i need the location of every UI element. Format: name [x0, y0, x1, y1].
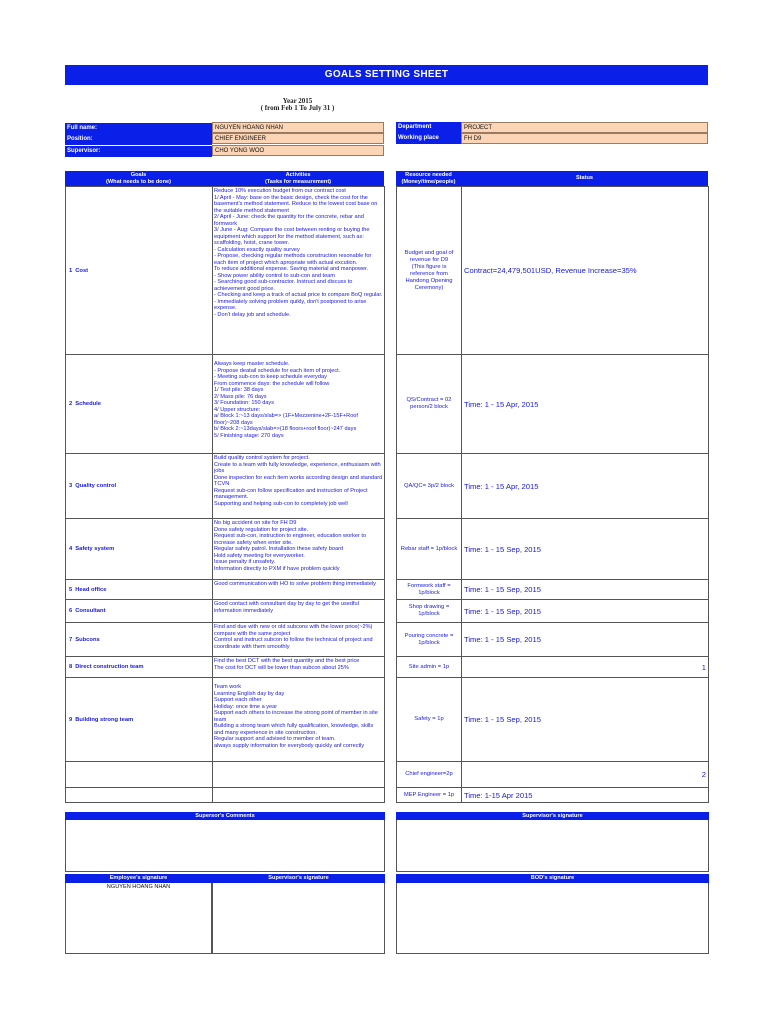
goals-header-title: Goals [130, 171, 147, 178]
supervisor-label: Supervisor: [65, 146, 212, 157]
resource-cell: MEP Engineer = 1p [397, 788, 462, 803]
table-row [66, 454, 213, 519]
employee-signature-header: Employee's signature [65, 874, 212, 883]
goal-activities: Find the best DCT with the best quantity and the best price The cost for DCT will be lower than subcon about 25% [213, 657, 385, 678]
table-row [66, 678, 213, 762]
goal-activities: Always keep master schedule. - Propose deatail schedule for each item of project. - Meeting sub-con to keep schedule everyday From commence days: the schedule will follow 1/ Test pile: 38 days 2/ Mass pile: 76 days 3/ Foundation: 150 days 4/ Upper structure: a/ Block 1:~13 days/slab=> (1F+Mezzenine+2F-15F+Roof floor)~208 days b/ Block 2:~13days/slab=>(18 floors+roof floor)~247 days 5/ Finishing stage: 270 days [213, 355, 385, 454]
goal-activities [213, 788, 385, 803]
status-cell: Time: 1-15 Apr 2015 [462, 788, 709, 803]
department-label: Department [396, 122, 461, 133]
supervisor-signature-header-right: Supervisor's signature [396, 812, 709, 820]
period-line: ( from Feb 1 To July 31 ) [260, 104, 335, 112]
status-cell: Time: 1 - 15 Sep, 2015 [462, 623, 709, 657]
working-place-label: Working place [396, 133, 461, 144]
status-cell: 1 [462, 657, 709, 678]
activities-header [212, 171, 384, 186]
goal-name: Head office [75, 586, 107, 593]
resource-header-title: Resource needed [405, 171, 452, 178]
goal-name: Cost [75, 267, 89, 274]
status-cell: Time: 1 - 15 Apr, 2015 [462, 355, 709, 454]
status-cell: Time: 1 - 15 Sep, 2015 [462, 678, 709, 762]
employee-name: NGUYEN HOANG NHAN [106, 884, 171, 890]
goal-number: 4 [69, 546, 73, 552]
position-value: CHIEF ENGINEER [212, 133, 384, 144]
goal-activities: Build quality control system for project. Create to a team with fully knowledge, experience, enthusiasm with jobs Done inspection for each item works according design and standard TCVN Request sub-con follow specification and instruction of Project management. Supporting and helping sub-con to completely job well [213, 454, 385, 519]
goal-name: Building strong team [75, 716, 134, 723]
status-header [461, 171, 708, 186]
sheet-title: GOALS SETTING SHEET [65, 65, 708, 85]
goal-number: 7 [69, 636, 73, 643]
table-row [66, 762, 213, 788]
goal-activities: Good communication with HO to solve problem thing immediately [213, 580, 385, 600]
goal-activities: No big accident on site for FH D9 Done safety regulation for project site. Request sub-con, instruction to engineer, education worker to increase safety when enter site. Regular safety patrol. Installation these safety board Hold safety meeting for everyworker. Issue penalty if unsafety. Information directly to PXM if have problem quickly [213, 519, 385, 580]
resource-header [396, 171, 461, 186]
position-label: Position: [65, 134, 212, 145]
goal-name: Direct construction team [75, 664, 144, 670]
supervisor-signature-box[interactable] [396, 812, 709, 872]
goal-number: 3 [69, 483, 73, 489]
goal-number: 1 [69, 267, 73, 274]
supervisor-signature-box-bottom[interactable] [212, 874, 385, 954]
goal-number: 2 [69, 401, 73, 407]
working-place-value: FH D9 [461, 133, 708, 144]
goal-activities: Good contact with consultant day by day to get the usedful information immediately [213, 600, 385, 623]
resource-cell: Formwork staff = 1p/block [397, 580, 462, 600]
table-row [66, 580, 213, 600]
supervisor-comments-box[interactable] [65, 812, 385, 872]
goal-activities: Team work Learning English day by day Support each other Holiday: once time a year Support each others to increase the strong point of member in site team Building a strong team which fully qualification, knowledge, skills and many experience in site construction. Regular support and advised to member of team. always supply information for everybody quickly anf correctly [213, 678, 385, 762]
full-name-value: NGUYEN HOANG NHAN [212, 122, 384, 133]
goal-name: Quality control [75, 483, 117, 489]
status-cell: Contract=24,479,501USD, Revenue Increase=35% [462, 187, 709, 355]
resource-cell: QA/QC= 3p/2 block [397, 454, 462, 519]
status-cell: 2 [462, 762, 709, 788]
table-row [66, 600, 213, 623]
goals-header-sub: (What needs to be done) [106, 178, 171, 185]
table-row [66, 187, 213, 355]
table-row [66, 519, 213, 580]
status-cell: Time: 1 - 15 Sep, 2015 [462, 580, 709, 600]
goal-name: Consultant [75, 608, 106, 614]
status-cell: Time: 1 - 15 Apr, 2015 [462, 454, 709, 519]
bod-signature-header: BOD's signature [396, 874, 709, 883]
goal-number: 6 [69, 608, 73, 614]
table-row [66, 623, 213, 657]
goal-activities [213, 762, 385, 788]
table-row [66, 657, 213, 678]
resource-cell: Chief engineer=2p [397, 762, 462, 788]
goals-header [65, 171, 212, 186]
goals-table [65, 186, 385, 803]
resource-cell: Shop drawing = 1p/block [397, 600, 462, 623]
goal-name: Schedule [75, 401, 102, 407]
resource-header-sub: (Money/time/people) [401, 178, 456, 185]
resource-cell: Rebar staff = 1p/block [397, 519, 462, 580]
activities-header-title: Activities [285, 171, 311, 178]
goal-number: 5 [69, 586, 73, 593]
department-value: PROJECT [461, 122, 708, 133]
resource-cell: Site admin = 1p [397, 657, 462, 678]
status-header-title: Status [575, 175, 594, 181]
activities-header-sub: (Tasks for measurement) [264, 178, 332, 185]
goal-number: 8 [69, 664, 73, 670]
goal-name: Subcons [75, 636, 100, 643]
supersor-comments-header: Supersor's Comments [65, 812, 385, 820]
resource-cell: Pouring concrete = 1p/block [397, 623, 462, 657]
goal-activities: Find and due with new or old subcons with the lower price(~2%) compare with the same project Control and instruct subcon to follow the technical of project and coordinate with them smoothly [213, 623, 385, 657]
supervisor-signature-header: Supervisor's signature [212, 874, 385, 883]
bod-signature-box[interactable] [396, 874, 709, 954]
goal-activities: Reduce 10% execution budget from our contract cost 1/ April - May: base on the basic design, check the cost for the basement's method statement. Reduce to the lowest cost base on the suitable method statement 2/ April - June: check the quantity for the concrete, rebar and formwork 3/ June - Aug: Compare the cost between renting or buying the equipment which support for the method statement, such as: scaffolding, hoist, crane tower. - Calculation exactly quality survey - Propose, checking regular methods construction resonable for each item of project which apropriate with actual excution. To reduce additional expense. Saving material and manpower. - Show power ability control to sub-con and team - Searching good sub-contractor. Instruct and discuss to achievement good price. - Checking and keep a track of actual price to compare BoQ regular. - Immediately solving problem quikly, don't postponed to arise expense. - Don't delay job and schedule. [213, 187, 385, 355]
status-cell: Time: 1 - 15 Sep, 2015 [462, 519, 709, 580]
resource-cell: Safety = 1p [397, 678, 462, 762]
resource-cell: Budget and goal of revenue for D9 (This figure is reference from Handong Opening Ceremony) [397, 187, 462, 355]
goal-number: 9 [69, 716, 73, 723]
resource-status-table [396, 186, 709, 803]
year-line: Year 2015 [282, 97, 313, 105]
table-row [66, 788, 213, 803]
table-row [66, 355, 213, 454]
goal-name: Safety system [75, 546, 115, 552]
status-cell: Time: 1 - 15 Sep, 2015 [462, 600, 709, 623]
supervisor-value: CHO YONG WOO [212, 145, 384, 156]
resource-cell: QS/Contract = 02 person/2 block [397, 355, 462, 454]
full-name-label: Full name: [65, 123, 212, 134]
